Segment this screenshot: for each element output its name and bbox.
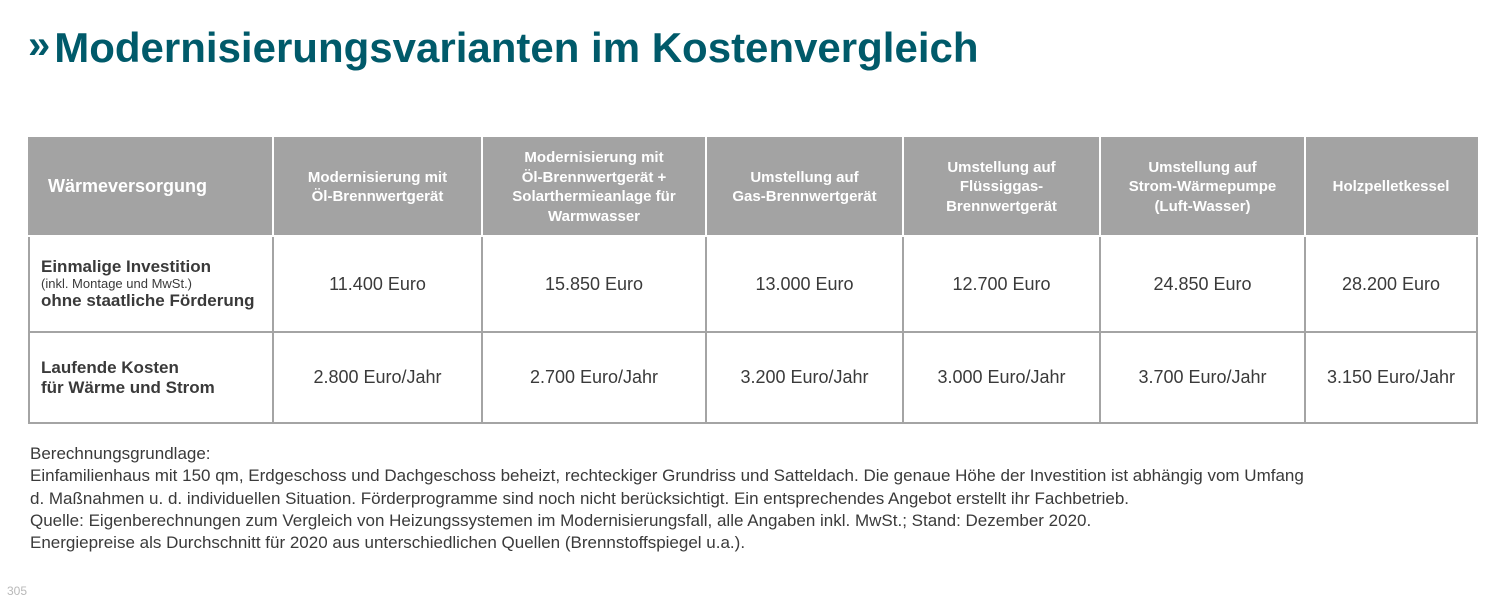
- notes-line: Energiepreise als Durchschnitt für 2020 aus unterschiedlichen Quellen (Brennstoffspiegel u.a.).: [30, 533, 746, 553]
- column-header-line: Solarthermieanlage für: [512, 188, 676, 205]
- table-cell: 13.000 Euro: [706, 236, 903, 332]
- notes-line: Einfamilienhaus mit 150 qm, Erdgeschoss und Dachgeschoss beheizt, rechteckiger Grundriss und Satteldach. Die genaue Höhe der Investition ist abhängig vom Umfang: [30, 466, 1304, 486]
- column-header-line: Umstellung auf: [750, 168, 859, 186]
- table-header-row: [29, 138, 1477, 236]
- table-cell: 3.150 Euro/Jahr: [1305, 332, 1477, 423]
- row-header: [29, 236, 273, 332]
- row-header-line: ohne staatliche Förderung: [41, 291, 255, 310]
- column-header-line: Modernisierung mit: [524, 149, 664, 166]
- table-cell: 3.200 Euro/Jahr: [706, 332, 903, 423]
- column-header-line: Modernisierung mit: [307, 168, 448, 186]
- column-header-line: Umstellung auf: [1148, 158, 1257, 176]
- column-header-line: Flüssiggas-: [959, 178, 1044, 196]
- column-header-line: Umstellung auf: [947, 158, 1056, 176]
- row-header-line: für Wärme und Strom: [41, 377, 215, 397]
- table-cell: 3.000 Euro/Jahr: [903, 332, 1100, 423]
- column-header-line: Öl-Brennwertgerät +: [521, 168, 667, 186]
- column-header-line: Holzpelletkessel: [1332, 178, 1450, 196]
- table-cell: 12.700 Euro: [903, 236, 1100, 332]
- column-header-line: Brennwertgerät: [946, 197, 1057, 215]
- column-header: [706, 138, 903, 236]
- calculation-notes: [30, 443, 1480, 554]
- column-header: [1100, 138, 1305, 236]
- notes-heading: Berechnungsgrundlage:: [30, 444, 211, 463]
- column-header-line: (Luft-Wasser): [1154, 197, 1251, 215]
- page-number: 305: [7, 584, 28, 598]
- notes-line: Quelle: Eigenberechnungen zum Vergleich von Heizungssystemen im Modernisierungsfall, alle Angaben inkl. MwSt.; Stand: Dezember 2020.: [30, 510, 1092, 530]
- column-header-line: Gas-Brennwertgerät: [732, 188, 877, 205]
- page-title: [28, 24, 979, 72]
- column-header-line: Warmwasser: [548, 207, 640, 225]
- column-header: [1305, 138, 1477, 236]
- table-row-laufende-kosten: [29, 332, 1477, 423]
- table-cell: 2.700 Euro/Jahr: [482, 332, 706, 423]
- row-header-line: Laufende Kosten: [41, 357, 179, 377]
- cost-comparison-table: [28, 137, 1478, 424]
- row-header-note: (inkl. Montage und MwSt.): [41, 276, 193, 291]
- column-header-line: Öl-Brennwertgerät: [311, 188, 444, 205]
- column-header-waermeversorgung: Wärmeversorgung: [29, 138, 273, 236]
- row-header-line: Einmalige Investition: [41, 257, 212, 276]
- table-cell: 11.400 Euro: [273, 236, 482, 332]
- table-cell: 3.700 Euro/Jahr: [1100, 332, 1305, 423]
- row-header: [29, 332, 273, 423]
- table-cell: 15.850 Euro: [482, 236, 706, 332]
- column-header-line: Strom-Wärmepumpe: [1128, 178, 1277, 196]
- table-cell: 28.200 Euro: [1305, 236, 1477, 332]
- chevron-right-icon: »: [28, 23, 47, 67]
- table-cell: 24.850 Euro: [1100, 236, 1305, 332]
- notes-line: d. Maßnahmen u. d. individuellen Situation. Förderprogramme sind noch nicht berücksichtigt. Ein entsprechendes Angebot erstellt ihr Fachbetrieb.: [30, 488, 1129, 508]
- column-header: [482, 138, 706, 236]
- page-title-text: Modernisierungsvarianten im Kostenvergleich: [54, 24, 979, 71]
- table-row-investition: [29, 236, 1477, 332]
- column-header: [903, 138, 1100, 236]
- table-cell: 2.800 Euro/Jahr: [273, 332, 482, 423]
- column-header: [273, 138, 482, 236]
